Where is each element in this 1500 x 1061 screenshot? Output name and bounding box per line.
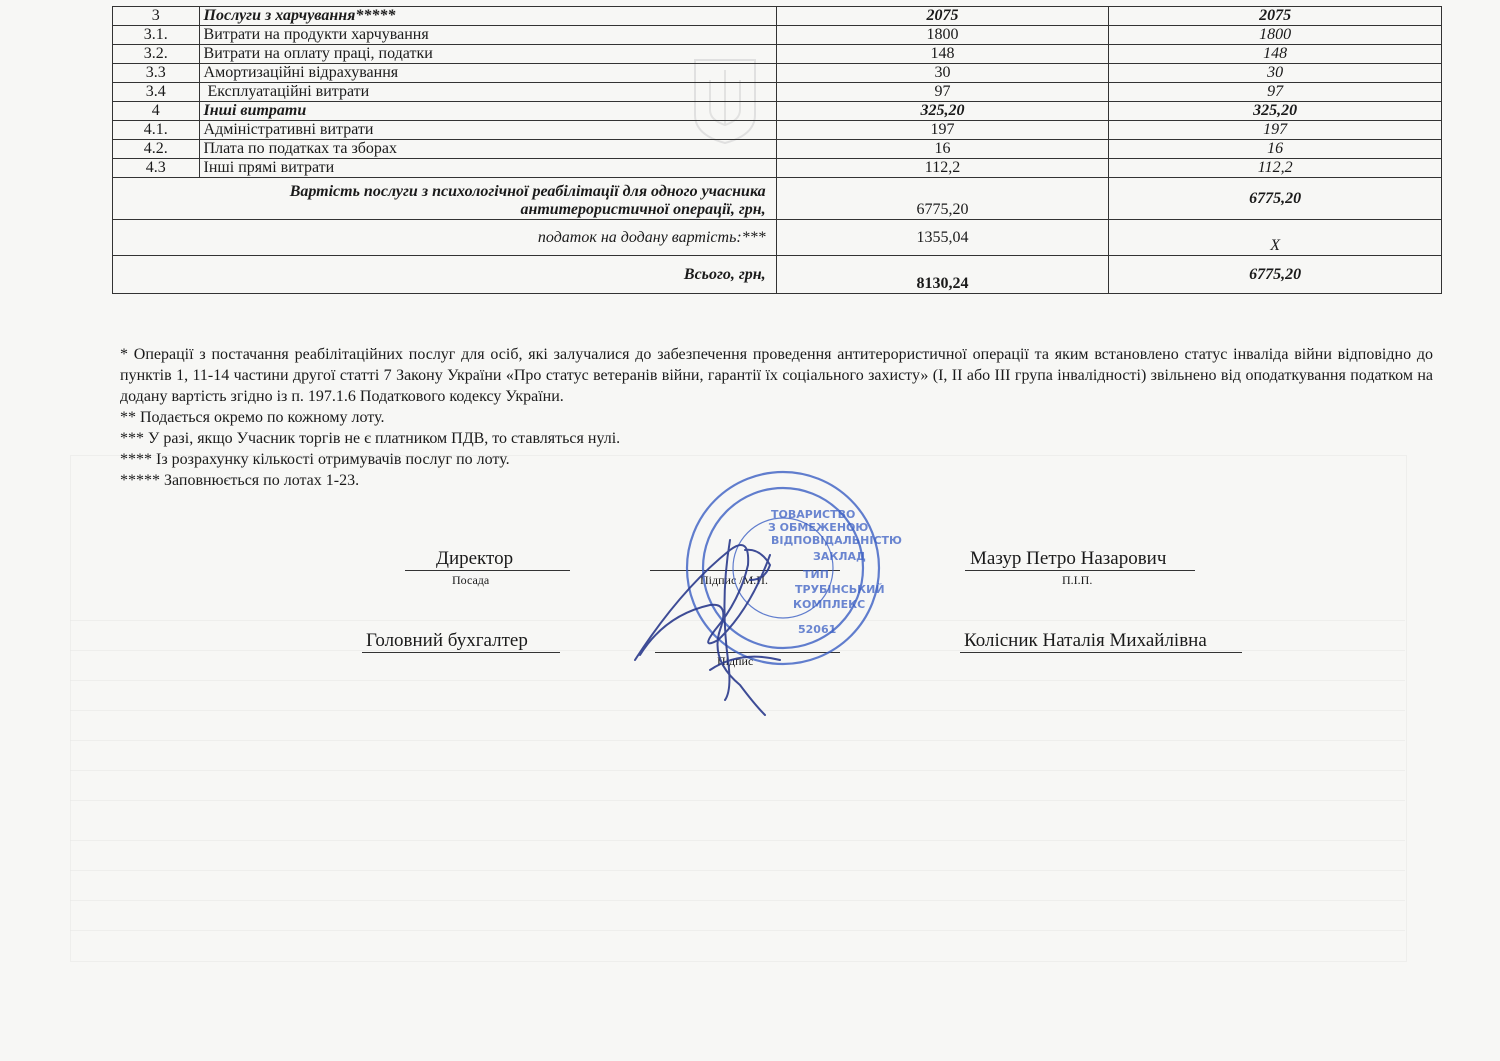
svg-text:КОМПЛЕКС: КОМПЛЕКС: [793, 598, 866, 611]
bleed-through-rule: [70, 800, 1405, 801]
row-number: 4.3: [113, 159, 200, 178]
row-number: 3.2.: [113, 45, 200, 64]
accountant-title-underline: [362, 652, 560, 653]
bleed-through-rule: [70, 840, 1405, 841]
footnote-2: ** Подається окремо по кожному лоту.: [120, 409, 385, 426]
row-name-text: Експлуатаційні витрати: [207, 83, 370, 100]
svg-text:ТОВАРИСТВО: ТОВАРИСТВО: [771, 508, 856, 521]
row-name: [199, 83, 776, 102]
bleed-through-rule: [70, 870, 1405, 871]
table-row: [113, 140, 1442, 159]
total-row: [113, 256, 1442, 294]
cost-value-2: 6775,20: [1109, 178, 1442, 220]
row-number: 3.3: [113, 64, 200, 83]
row-name: Інші витрати: [199, 102, 776, 121]
footnote-1: * Операції з постачання реабілітаційних послуг для осіб, які залучалися до забезпечення проведення антитерористичної операції та яким встановлено статус інваліда війни відповідно до пунктів 1, 11-14 частини другої статті 7 Закону України «Про статус ветеранів війни, гарантії їх соціального захисту» (І, ІІ або ІІІ група інвалідності) звільнено від оподаткування податком на додану вартість згідно із п. 197.1.6 Податкового кодексу України.: [120, 346, 1433, 405]
row-name: Адміністративні витрати: [199, 121, 776, 140]
table-row: [113, 159, 1442, 178]
table-row: [113, 45, 1442, 64]
row-value-2: 2075: [1109, 7, 1442, 26]
row-value-2: 197: [1109, 121, 1442, 140]
cost-value-1: 6775,20: [776, 178, 1109, 220]
row-name: Витрати на оплату праці, податки: [199, 45, 776, 64]
row-name: Інші прямі витрати: [199, 159, 776, 178]
bleed-through-rule: [70, 740, 1405, 741]
total-value-1: 8130,24: [776, 256, 1109, 294]
row-number: 4: [113, 102, 200, 121]
table-row: [113, 83, 1442, 102]
row-number: 3.4: [113, 83, 200, 102]
cost-label-line-2: антитерористичної операції, грн,: [520, 201, 766, 218]
row-value-2: 1800: [1109, 26, 1442, 45]
row-value-1: 148: [776, 45, 1109, 64]
svg-text:ТРУБІНСЬКИЙ: ТРУБІНСЬКИЙ: [795, 583, 885, 596]
row-value-2: 16: [1109, 140, 1442, 159]
row-value-1: 97: [776, 83, 1109, 102]
row-number: 4.2.: [113, 140, 200, 159]
row-value-1: 16: [776, 140, 1109, 159]
row-value-1: 197: [776, 121, 1109, 140]
footnote-3: *** У разі, якщо Учасник торгів не є платником ПДВ, то ставляться нулі.: [120, 430, 621, 447]
row-value-1: 30: [776, 64, 1109, 83]
cost-table: [112, 6, 1442, 294]
row-name: Амортизаційні відрахування: [199, 64, 776, 83]
cost-label: [113, 178, 777, 220]
svg-text:ЗАКЛАД: ЗАКЛАД: [813, 550, 866, 563]
svg-text:ВІДПОВІДАЛЬНІСТЮ: ВІДПОВІДАЛЬНІСТЮ: [771, 534, 902, 547]
total-label: Всього, грн,: [113, 256, 777, 294]
position-caption: Посада: [452, 573, 490, 587]
row-value-1: 1800: [776, 26, 1109, 45]
name-caption: П.І.П.: [1062, 573, 1093, 587]
row-value-2: 148: [1109, 45, 1442, 64]
sign-caption-2: Підпис: [717, 654, 754, 668]
row-value-1: 325,20: [776, 102, 1109, 121]
row-number: 3.1.: [113, 26, 200, 45]
svg-text:З ОБМЕЖЕНОЮ: З ОБМЕЖЕНОЮ: [768, 521, 869, 534]
handwritten-signature-icon: [620, 510, 820, 720]
director-name-underline: [965, 570, 1195, 571]
row-name: Витрати на продукти харчування: [199, 26, 776, 45]
accountant-name-underline: [960, 652, 1242, 653]
cost-label-line-1: Вартість послуги з психологічної реабілітації для одного учасника: [289, 183, 766, 200]
svg-text:52061: 52061: [798, 623, 837, 636]
footnote-5: ***** Заповнюється по лотах 1-23.: [120, 472, 360, 489]
accountant-title: Головний бухгалтер: [366, 630, 528, 651]
row-value-1: 112,2: [776, 159, 1109, 178]
footnote-4: **** Із розрахунку кількості отримувачів послуг по лоту.: [120, 451, 510, 468]
bleed-through-rule: [70, 770, 1405, 771]
table-row: [113, 64, 1442, 83]
row-name: Плата по податках та зборах: [199, 140, 776, 159]
row-name: Послуги з харчування*****: [199, 7, 776, 26]
table-row: [113, 26, 1442, 45]
vat-label: податок на додану вартість:***: [113, 220, 777, 256]
vat-value-2: Х: [1109, 220, 1442, 256]
row-number: 3: [113, 7, 200, 26]
row-value-2: 97: [1109, 83, 1442, 102]
accountant-name: Колісник Наталія Михайлівна: [964, 630, 1207, 651]
director-title: Директор: [436, 548, 514, 569]
director-name: Мазур Петро Назарович: [970, 548, 1167, 569]
row-value-2: 112,2: [1109, 159, 1442, 178]
vat-value-1: 1355,04: [776, 220, 1109, 256]
bleed-through-rule: [70, 930, 1405, 931]
total-value-2: 6775,20: [1109, 256, 1442, 294]
bleed-through-rule: [70, 900, 1405, 901]
svg-text:ТИП: ТИП: [803, 568, 829, 581]
cost-per-participant-row: [113, 178, 1442, 220]
vat-row: [113, 220, 1442, 256]
row-value-2: 30: [1109, 64, 1442, 83]
table-row: [113, 102, 1442, 121]
table-row: [113, 7, 1442, 26]
row-value-1: 2075: [776, 7, 1109, 26]
table-row: [113, 121, 1442, 140]
director-title-underline: [405, 570, 570, 571]
row-value-2: 325,20: [1109, 102, 1442, 121]
sign-caption: Підпис /М.П.: [700, 573, 768, 587]
row-number: 4.1.: [113, 121, 200, 140]
